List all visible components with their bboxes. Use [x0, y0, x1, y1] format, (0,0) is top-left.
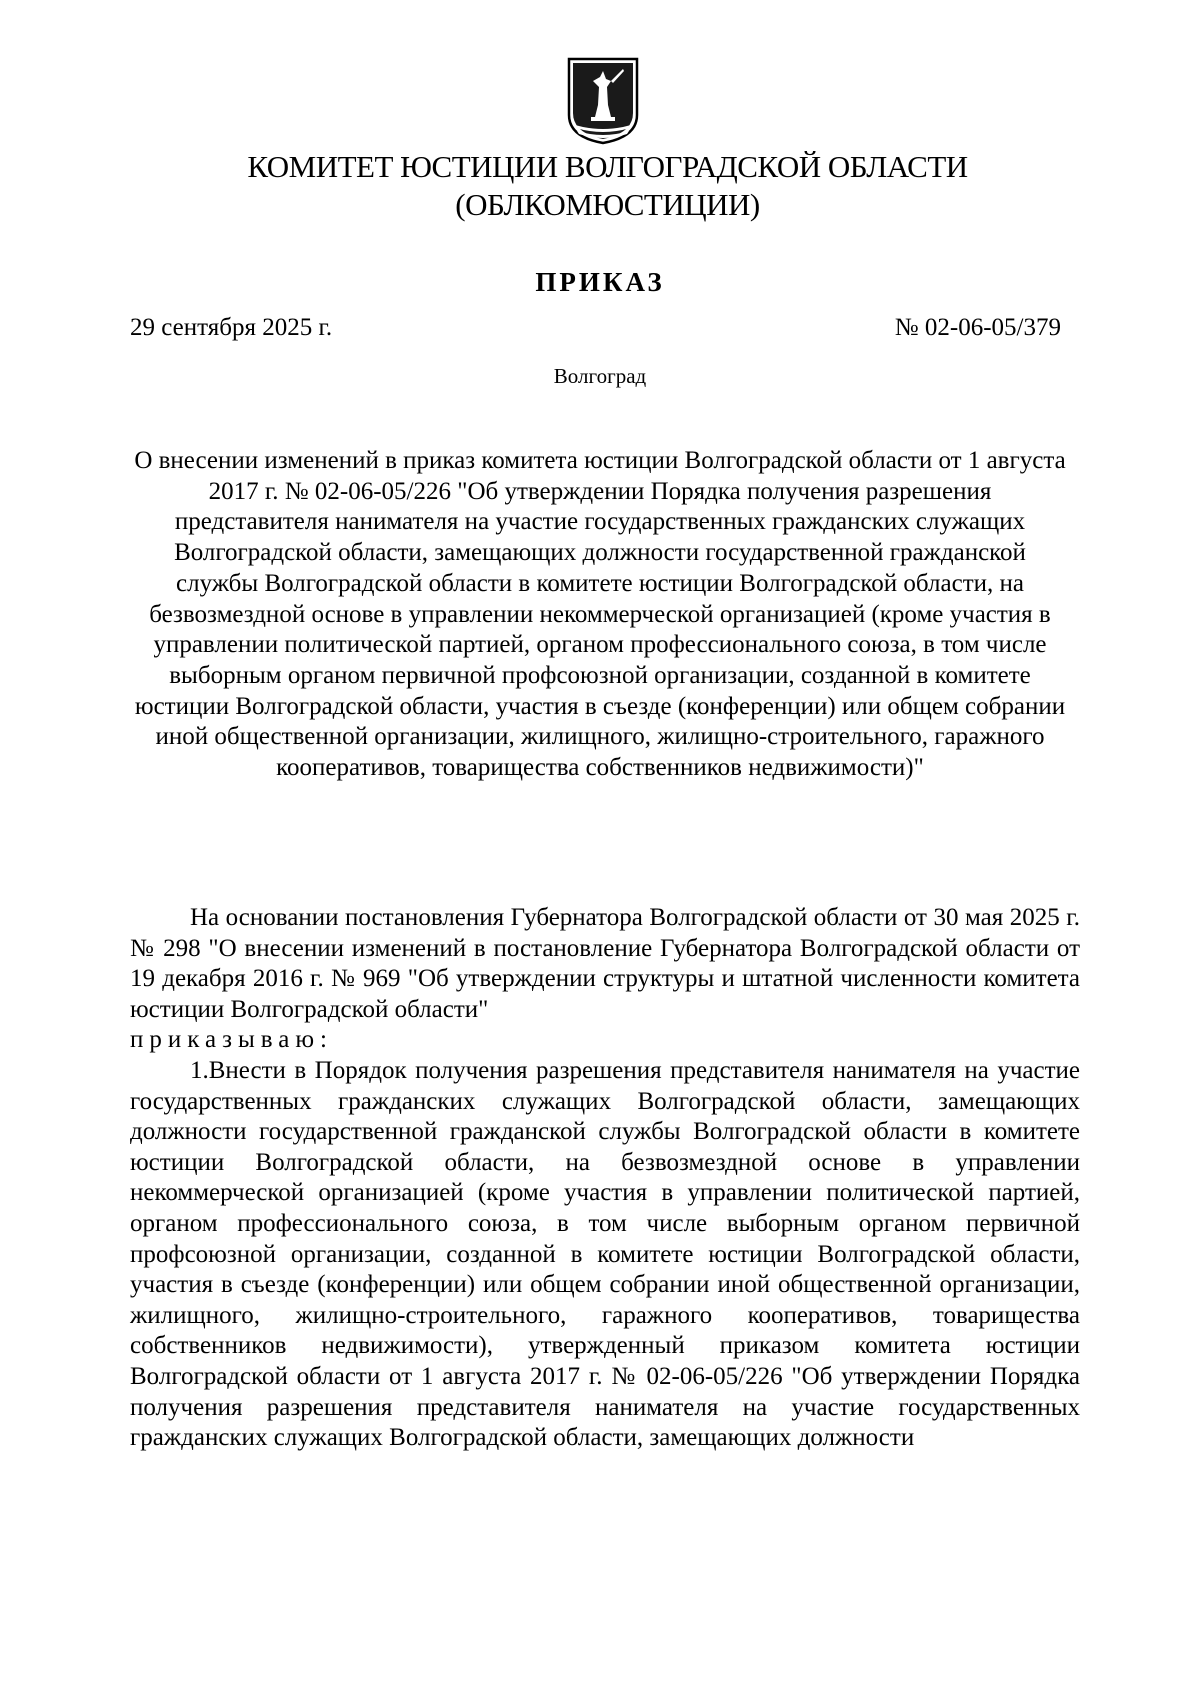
- document-date: 29 сентября 2025 г.: [130, 314, 333, 341]
- document-number: № 02-06-05/379: [894, 314, 1061, 341]
- organization-name-line-2: (ОБЛКОМЮСТИЦИИ): [455, 187, 760, 222]
- coat-of-arms-icon: [567, 57, 639, 145]
- order-word: приказываю:: [130, 1026, 333, 1054]
- document-body: [130, 903, 1080, 1454]
- organization-name-line-1: КОМИТЕТ ЮСТИЦИИ ВОЛГОГРАДСКОЙ ОБЛАСТИ: [247, 149, 968, 184]
- document-subject: О внесении изменений в приказ комитета юстиции Волгоградской области от 1 августа 2017 г. № 02-06-05/226 "Об утверждении Порядка получения разрешения представителя нанимателя на участие государственных гражданских служащих Волгоградской области, замещающих должности государственной гражданской службы Волгоградской области в комитете юстиции Волгоградской области, на безвозмездной основе в управлении некоммерческой организацией (кроме участия в управлении политической партией, органом профессионального союза, в том числе выборным органом первичной профсоюзной организации, созданной в комитете юстиции Волгоградской области, участия в съезде (конференции) или общем собрании иной общественной организации, жилищного, жилищно-строительного, гаражного кооперативов, товарищества собственников недвижимости)": [134, 447, 1066, 782]
- order-word-paragraph: [130, 1025, 1080, 1056]
- body-item-1: 1.Внести в Порядок получения разрешения представителя нанимателя на участие государственных гражданских служащих Волгоградской области, замещающих должности государственной гражданской службы Волгоградской области в комитете юстиции Волгоградской области, на безвозмездной основе в управлении некоммерческой организацией (кроме участия в управлении политической партией, органом профессионального союза, в том числе выборным органом первичной профсоюзной организации, созданной в комитете юстиции Волгоградской области, участия в съезде (конференции) или общем собрании иной общественной организации, жилищного, жилищно-строительного, гаражного кооперативов, товарищества собственников недвижимости), утвержденный приказом комитета юстиции Волгоградской области от 1 августа 2017 г. № 02-06-05/226 "Об утверждении Порядка получения разрешения представителя нанимателя на участие государственных гражданских служащих Волгоградской области, замещающих должности: [130, 1056, 1080, 1452]
- preamble-text: На основании постановления Губернатора Волгоградской области от 30 мая 2025 г. № 298 "О внесении изменений в постановление Губернатора Волгоградской области от 19 декабря 2016 г. № 969 "Об утверждении структуры и штатной численности комитета юстиции Волгоградской области": [130, 904, 1080, 1023]
- body-preamble: [130, 903, 1080, 1025]
- document-type-title: ПРИКАЗ: [535, 267, 665, 297]
- organization-name: [0, 148, 1200, 224]
- document-city: Волгоград: [553, 364, 647, 388]
